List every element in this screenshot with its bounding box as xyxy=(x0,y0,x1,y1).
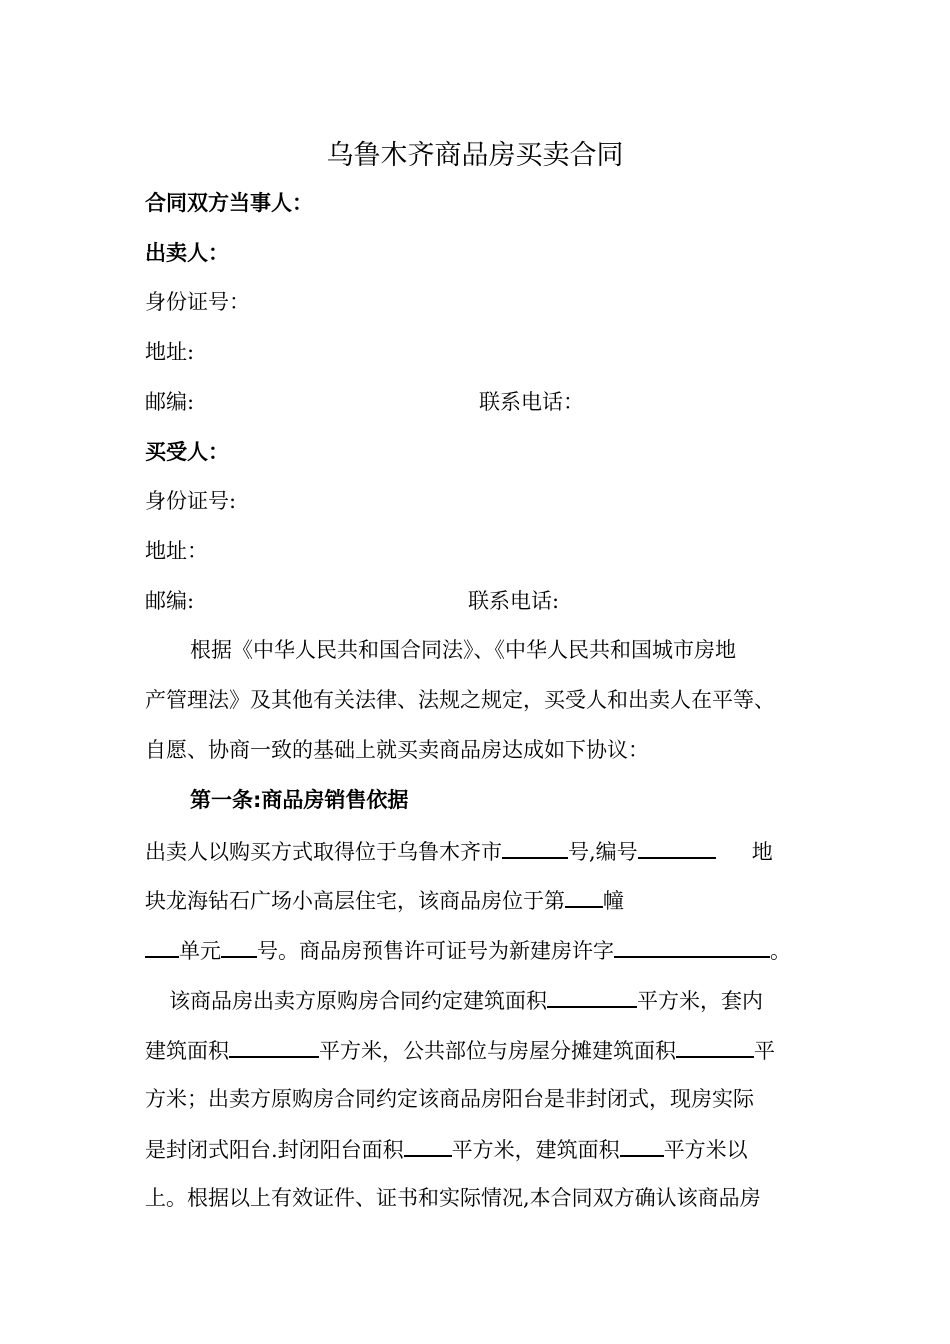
article-1-line-4: 该商品房出卖方原购房合同约定建筑面积 平方米，套内 xyxy=(169,984,763,1016)
document-title: 乌鲁木齐商品房买卖合同 xyxy=(326,140,624,171)
blank-field[interactable] xyxy=(676,1034,754,1058)
seller-phone-label: 联系电话： xyxy=(479,390,584,414)
article-1-line-2: 块龙海钻石广场小高层住宅，该商品房位于第 幢 xyxy=(145,884,624,916)
article-1-line-3: 单元 号。商品房预售许可证号为新建房许字 。 xyxy=(145,934,791,966)
blank-field[interactable] xyxy=(404,1133,452,1157)
intro-line-2: 产管理法》及其他有关法律、法规之规定，买受人和出卖人在平等、 xyxy=(145,688,775,712)
seller-address-label: 地址: xyxy=(145,340,195,364)
seller-postcode-label: 邮编: xyxy=(145,390,195,414)
blank-field[interactable] xyxy=(565,884,603,908)
article-1-line-6: 方米；出卖方原购房合同约定该商品房阳台是非封闭式，现房实际 xyxy=(145,1087,754,1111)
blank-field[interactable] xyxy=(620,1133,664,1157)
buyer-phone-label: 联系电话: xyxy=(468,589,560,613)
blank-field[interactable] xyxy=(221,934,257,958)
buyer-label: 买受人： xyxy=(145,440,229,464)
buyer-postcode-label: 邮编: xyxy=(145,589,195,613)
article-1-line-8: 上。根据以上有效证件、证书和实际情况,本合同双方确认该商品房 xyxy=(145,1186,761,1210)
article-1-line-7: 是封闭式阳台.封闭阳台面积 平方米，建筑面积 平方米以 xyxy=(145,1133,748,1165)
seller-id-label: 身份证号： xyxy=(145,290,250,314)
seller-label: 出卖人： xyxy=(145,241,229,265)
article-1-line-1: 出卖人以购买方式取得位于乌鲁木齐市 号,编号 地 xyxy=(145,835,773,867)
intro-line-3: 自愿、协商一致的基础上就买卖商品房达成如下协议： xyxy=(145,738,649,762)
buyer-address-label: 地址： xyxy=(145,539,208,563)
parties-heading: 合同双方当事人： xyxy=(145,191,313,215)
blank-field[interactable] xyxy=(145,934,179,958)
blank-field[interactable] xyxy=(502,835,568,859)
intro-line-1: 根据《中华人民共和国合同法》、《中华人民共和国城市房地 xyxy=(190,638,736,662)
blank-field[interactable] xyxy=(229,1034,319,1058)
article-1-line-5: 建筑面积 平方米，公共部位与房屋分摊建筑面积 平 xyxy=(145,1034,775,1066)
blank-field[interactable] xyxy=(547,984,637,1008)
buyer-id-label: 身份证号: xyxy=(145,489,237,513)
blank-field[interactable] xyxy=(614,934,770,958)
article-1-heading: 第一条:商品房销售依据 xyxy=(190,788,409,812)
blank-field[interactable] xyxy=(638,835,716,859)
